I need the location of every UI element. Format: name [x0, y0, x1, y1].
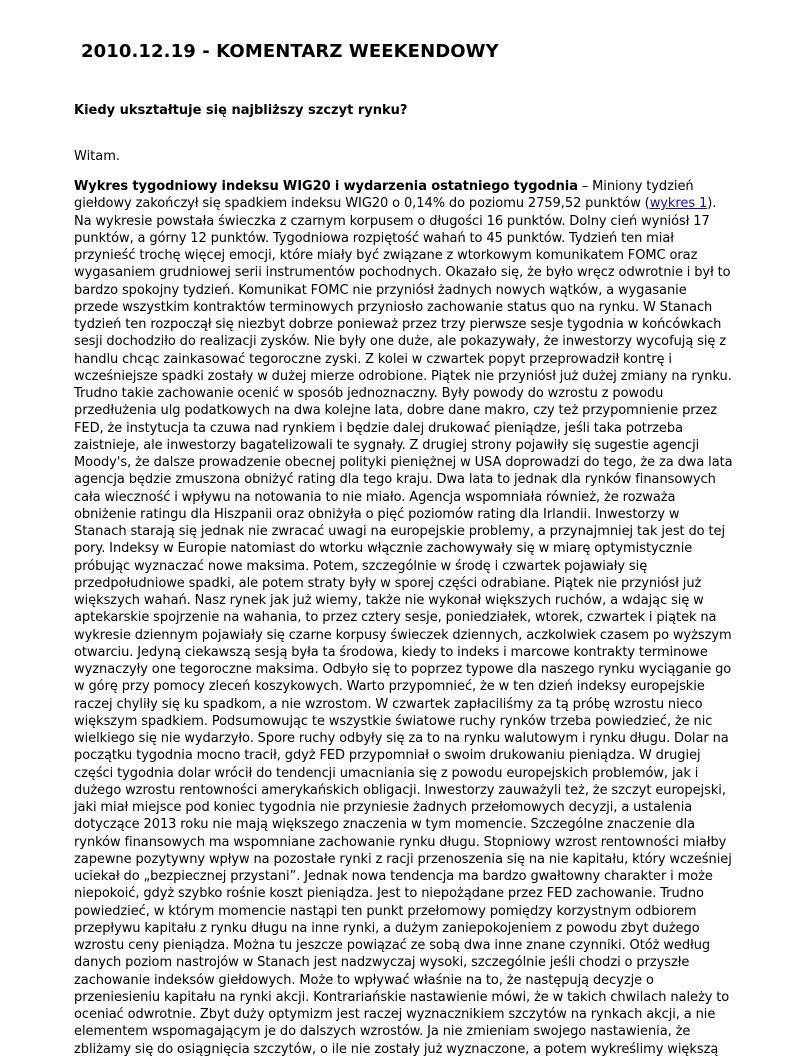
- page-title: 2010.12.19 - KOMENTARZ WEEKENDOWY: [81, 41, 499, 62]
- article-body: [74, 178, 734, 1058]
- body-text-before-link: – Miniony tydzień giełdowy zakończył się spadkiem indeksu WIG20 o 0,14% do poziomu 2759,52 punktów (: [74, 179, 694, 212]
- lead-heading: Wykres tygodniowy indeksu WIG20 i wydarzenia ostatniego tygodnia: [74, 179, 578, 194]
- article-subtitle: Kiedy ukształtuje się najbliższy szczyt rynku?: [74, 103, 408, 118]
- chart-link[interactable]: wykres 1: [649, 196, 708, 212]
- greeting: Witam.: [74, 149, 121, 164]
- body-text-after-link: ). Na wykresie powstała świeczka z czarnym korpusem o długości 16 punktów. Dolny cień wyniósł 17 punktów, a górny 12 punktów. Tygodniowa rozpiętość wahań to 45 punktów. Tydzień ten miał przynieść trochę więcej emocji, które miały być związane z wtorkowym komunikatem FOMC oraz wygasaniem grudniowej serii instrumentów pochodnych. Okazało się, że było wręcz odwrotnie i był to bardzo spokojny tydzień. Komunikat FOMC nie przyniósł żadnych nowych wątków, a wygasanie przede wszystkim kontraktów terminowych przyniosło zachowanie status quo na rynku. W Stanach tydzień ten rozpoczął się niezbyt dobrze ponieważ przez trzy pierwsze sesje tygodnia w końcówkach sesji dochodziło do realizacji zysków. Nie były one duże, ale pokazywały, że inwestorzy wycofują się z handlu chcąc zainkasować tegoroczne zyski. Z kolei w czwartek popyt przeprowadził kontrę i wcześniejsze spadki zostały w dużej mierze odrobione. Piątek nie przyniósł już dużej zmiany na rynku. Trudno takie zachowanie ocenić w sposób jednoznaczny. Były powody do wzrostu z powodu przedłużenia ulg podatkowych na dwa kolejne lata, dobre dane makro, czy też przypomnienie przez FED, że instytucja ta czuwa nad rynkiem i będzie dalej drukować pieniądze, jeśli taka potrzeba zaistnieje, ale inwestorzy bagatelizowali te sygnały. Z drugiej strony pojawiły się sugestie agencji Moody's, że dalsze prowadzenie obecnej polityki pieniężnej w USA doprowadzi do tego, że za dwa lata agencja będzie zmuszona obniżyć rating dla tego kraju. Dwa lata to jednak dla rynków finansowych cała wieczność i wpływu na notowania to nie miało. Agencja wspomniała również, że rozważa obniżenie ratingu dla Hiszpanii oraz obniżyła o pięć poziomów rating dla Irlandii. Inwestorzy w Stanach starają się jednak nie zwracać uwagi na europejskie problemy, a przynajmniej tak jest do tej pory. Indeksy w Europie natomiast do wtorku włącznie zachowywały się w miarę optymistycznie próbując wyznaczać nowe maksima. Potem, szczególnie w środę i czwartek pojawiały się przedpołudniowe spadki, ale potem straty były w sporej części odrabiane. Piątek nie przyniósł już większych wahań. Nasz rynek jak już wiemy, także nie wykonał większych ruchów, a wdając się w aptekarskie spojrzenie na wahania, to przez cztery sesje, poniedziałek, wtorek, czwartek i piątek na wykresie dziennym pojawiały się czarne korpusy świeczek dziennych, aczkolwiek czasem po wyższym otwarciu. Jedyną ciekawszą sesją była ta środowa, kiedy to indeks i marcowe kontrakty terminowe wyznaczyły one tegoroczne maksima. Odbyło się to poprzez typowe dla naszego rynku wyciąganie go w górę przy pomocy zleceń koszykowych. Warto przypomnieć, że w ten dzień indeksy europejskie raczej chyliły się ku spadkom, a nie wzrostom. W czwartek zapłaciliśmy za tą próbę wzrostu nieco większym spadkiem. Podsumowując te wszystkie światowe ruchy rynków trzeba powiedzieć, że nic wielkiego się nie wydarzyło. Spore ruchy odbyły się za to na rynku walutowym i rynku długu. Dolar na początku tygodnia mocno tracił, gdyż FED przypomniał o swoim drukowaniu pieniądza. W drugiej części tygodnia dolar wrócił do tendencji umacniania się z powodu europejskich problemów, jak i dużego wzrostu rentowności amerykańskich obligacji. Inwestorzy zauważyli też, że szczyt europejski, jaki miał miejsce pod koniec tygodnia nie przyniesie żadnych przełomowych decyzji, a ustalenia dotyczące 2013 roku nie mają większego znaczenia w tym momencie. Szczególne znaczenie dla rynków finansowych ma wspomniane zachowanie rynku długu. Stopniowy wzrost rentowności miałby zapewne pozytywny wpływ na pozostałe rynki z racji przenoszenia się na nie kapitału, który wcześniej uciekał do „bezpiecznej przystani”. Jednak nowa tendencja ma bardzo gwałtowny charakter i może niepokoić, gdyż szybko rośnie koszt pieniądza. Jest to niepożądane przez FED zachowanie. Trudno powiedzieć, w którym momencie nastąpi ten punkt przełomowy pomiędzy korzystnym odbiorem przepływu kapitału z rynku długu na inne rynki, a dużym zaniepokojeniem z powodu zbyt dużego wzrostu ceny pieniądza. Można tu jeszcze powiązać ze sobą dwa inne znane czynniki. Otóż według danych poziom nastrojów w Stanach jest nadzwyczaj wysoki, szczególnie jeśli chodzi o przyszłe zachowanie indeksów giełdowych. Może to wpływać właśnie na to, że następują decyzje o przeniesieniu kapitału na rynki akcji. Kontrariańskie nastawienie mówi, że w takich chwilach należy to oceniać odwrotnie. Zbyt duży optymizm jest raczej wyznacznikiem szczytów na rynkach akcji, a nie elementem wspomagającym je do dalszych wzrostów. Ja nie zmieniam swojego nastawienia, że zbliżamy się do osiągnięcia szczytów, o ile nie zostały już wyznaczone, a potem wykreślimy większą: [74, 196, 733, 1057]
